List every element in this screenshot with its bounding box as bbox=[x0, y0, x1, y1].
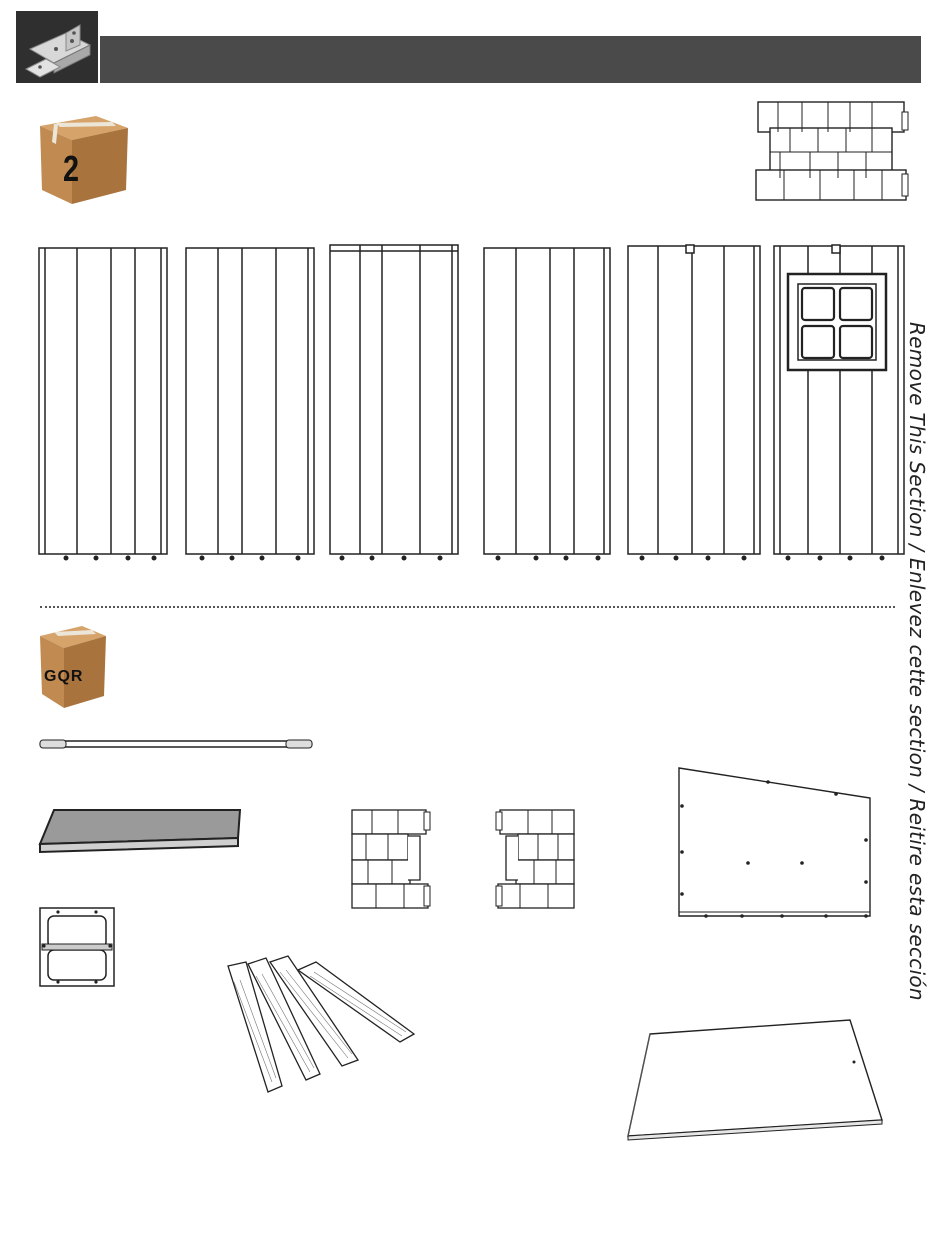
carton-box-icon bbox=[36, 114, 132, 206]
wall-panel-1 bbox=[39, 248, 167, 554]
wall-panel-window bbox=[774, 245, 904, 554]
box-gqr-carton bbox=[36, 624, 110, 710]
box-2-label: 2 bbox=[63, 148, 80, 189]
carton-box-icon bbox=[36, 624, 110, 710]
stone-corner-left bbox=[350, 808, 440, 912]
header-icon-tile bbox=[16, 11, 98, 83]
trapezoid-end-panel bbox=[676, 766, 876, 922]
wall-panels-group bbox=[36, 240, 916, 570]
wall-panel-2 bbox=[186, 248, 314, 554]
box-gqr-label: GQR bbox=[44, 668, 84, 685]
remove-section-note: Remove This Section / Enlevez cette section / Reitire esta sección bbox=[905, 322, 929, 1001]
stone-gable-panel bbox=[754, 100, 914, 210]
bracket-hardware-icon bbox=[16, 11, 98, 83]
vent-frame bbox=[38, 906, 118, 990]
stone-corner-right bbox=[494, 808, 584, 912]
header-bar bbox=[100, 36, 921, 83]
roof-sheet-panel bbox=[622, 1016, 892, 1146]
wall-panel-4 bbox=[484, 248, 610, 554]
wall-panel-5 bbox=[628, 245, 760, 554]
support-rod bbox=[40, 738, 320, 750]
trim-strips-set bbox=[224, 956, 424, 1106]
cut-line-separator bbox=[40, 606, 895, 608]
box-2-carton bbox=[36, 114, 132, 206]
gray-floor-board bbox=[38, 808, 248, 858]
wall-panel-3 bbox=[330, 245, 458, 554]
